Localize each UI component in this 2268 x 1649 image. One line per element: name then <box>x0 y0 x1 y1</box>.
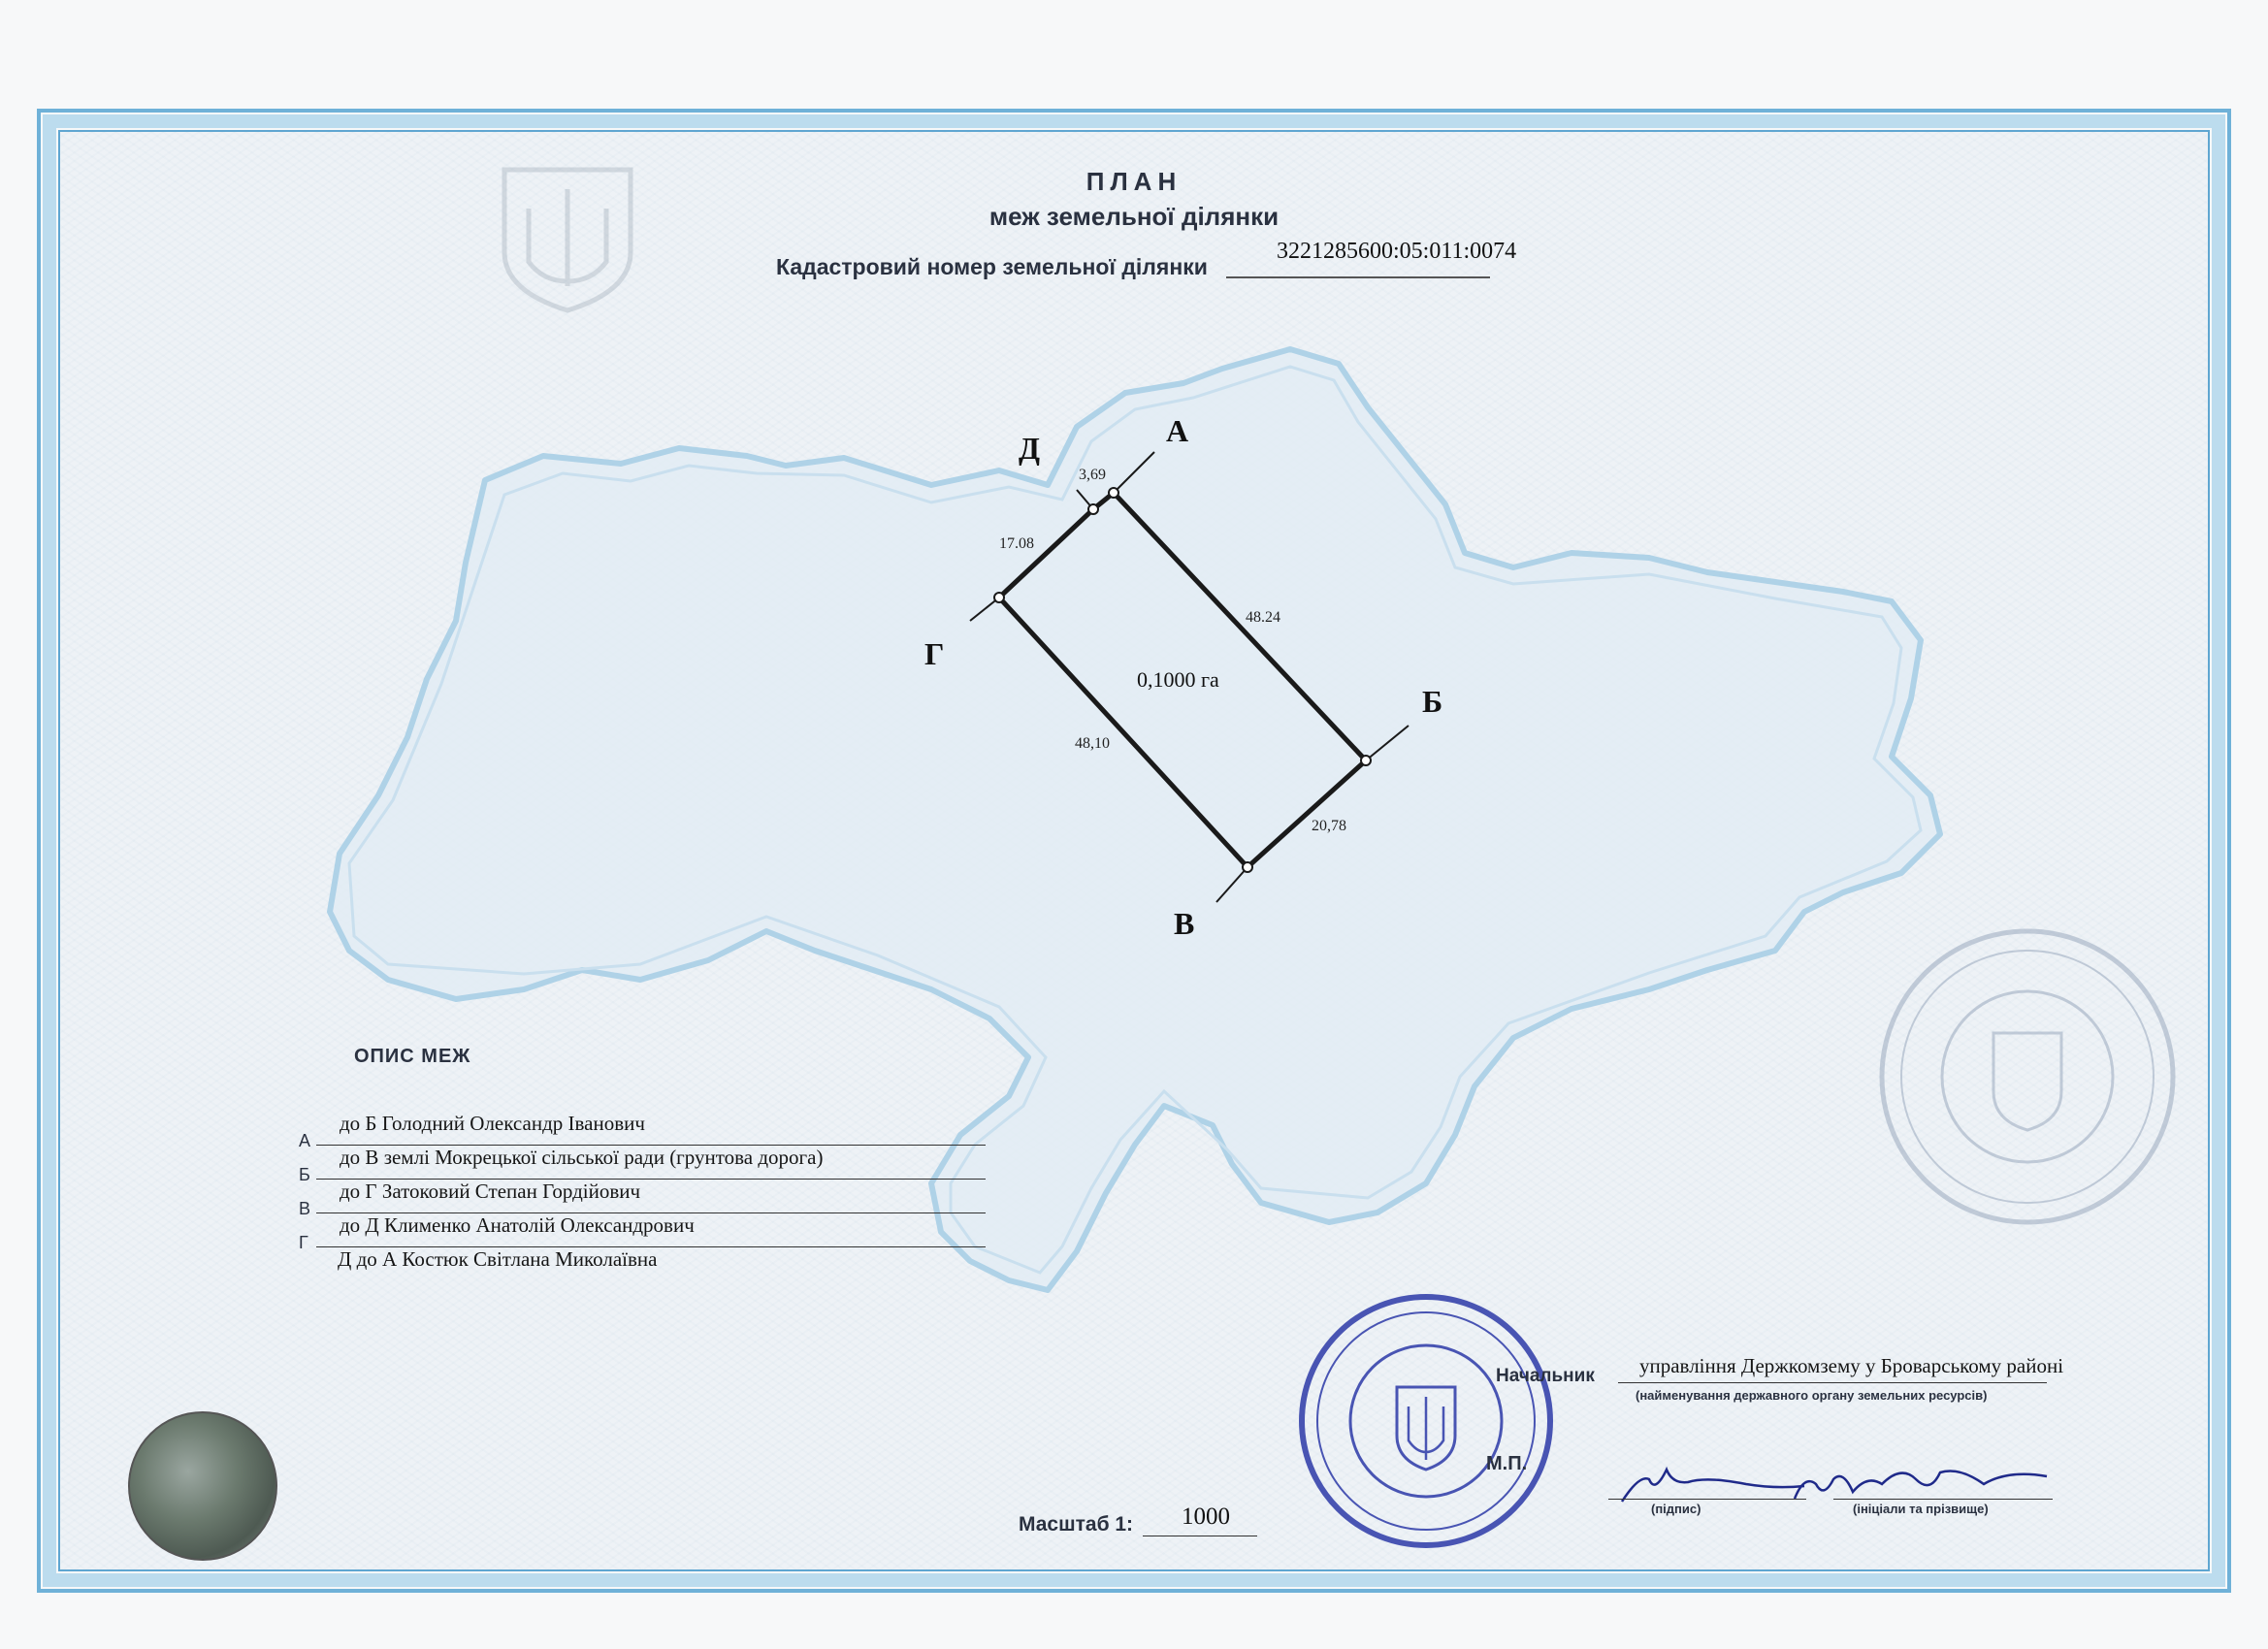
boundary-row-text: до Г Затоковий Степан Гордійович <box>340 1180 641 1203</box>
head-title: Начальник <box>1496 1366 1595 1386</box>
side-length-ab: 48.24 <box>1246 609 1280 626</box>
vertex-marker-g <box>994 593 1004 602</box>
name-underline <box>1833 1499 2053 1500</box>
cadastral-number-underline <box>1226 276 1490 278</box>
official-stamp <box>1302 1297 1550 1545</box>
side-length-bv: 20,78 <box>1312 818 1346 834</box>
handwritten-signature <box>1622 1470 2047 1502</box>
document-title: ПЛАН <box>1085 167 1183 196</box>
vertex-label-d: Д <box>1019 431 1041 466</box>
boundary-row-text: Д до А Костюк Світлана Миколаївна <box>338 1247 658 1271</box>
vertex-marker-v <box>1243 862 1252 872</box>
boundary-row-letter: А <box>299 1131 311 1150</box>
signature-caption: (підпис) <box>1651 1502 1701 1516</box>
side-length-gd: 17.08 <box>999 535 1034 552</box>
vertex-marker-a <box>1109 488 1118 498</box>
plot-area-label: 0,1000 га <box>1137 667 1219 692</box>
boundary-row-text: до В землі Мокрецької сільської ради (грунтова дорога) <box>340 1146 824 1169</box>
boundary-description-title: ОПИС МЕЖ <box>354 1046 471 1067</box>
vertex-marker-d <box>1088 504 1098 514</box>
signature-underline <box>1608 1499 1806 1500</box>
document-subtitle: меж земельної ділянки <box>988 202 1280 231</box>
issuing-organization: управління Держкомзему у Броварському районі <box>1639 1354 2064 1377</box>
boundary-row-letter: Г <box>299 1233 308 1252</box>
side-length-vg: 48,10 <box>1075 735 1110 752</box>
faded-seal <box>1882 931 2173 1222</box>
vertex-label-b: Б <box>1422 684 1443 719</box>
boundary-row-letter: Б <box>299 1165 310 1184</box>
vertex-marker-b <box>1361 756 1371 765</box>
organization-caption: (найменування державного органу земельних ресурсів) <box>1636 1388 1988 1403</box>
cadastral-number-label: Кадастровий номер земельної ділянки <box>776 254 1208 279</box>
scale-value: 1000 <box>1182 1504 1230 1530</box>
boundary-row-letter: В <box>299 1199 311 1218</box>
cadastral-number-value: 3221285600:05:011:0074 <box>1277 239 1517 264</box>
organization-underline <box>1618 1382 2047 1383</box>
side-length-da: 3,69 <box>1079 467 1106 483</box>
vertex-label-a: А <box>1166 413 1189 448</box>
hologram-sticker <box>128 1411 277 1561</box>
vertex-label-g: Г <box>924 636 945 671</box>
vertex-label-v: В <box>1174 906 1195 941</box>
boundary-row-text: до Д Клименко Анатолій Олександрович <box>340 1213 695 1237</box>
seal-place-label: М.П. <box>1486 1453 1528 1474</box>
scale-label: Масштаб 1: <box>1019 1513 1134 1536</box>
name-caption: (ініціали та прізвище) <box>1853 1502 1989 1516</box>
boundary-row-text: до Б Голодний Олександр Іванович <box>340 1112 645 1135</box>
